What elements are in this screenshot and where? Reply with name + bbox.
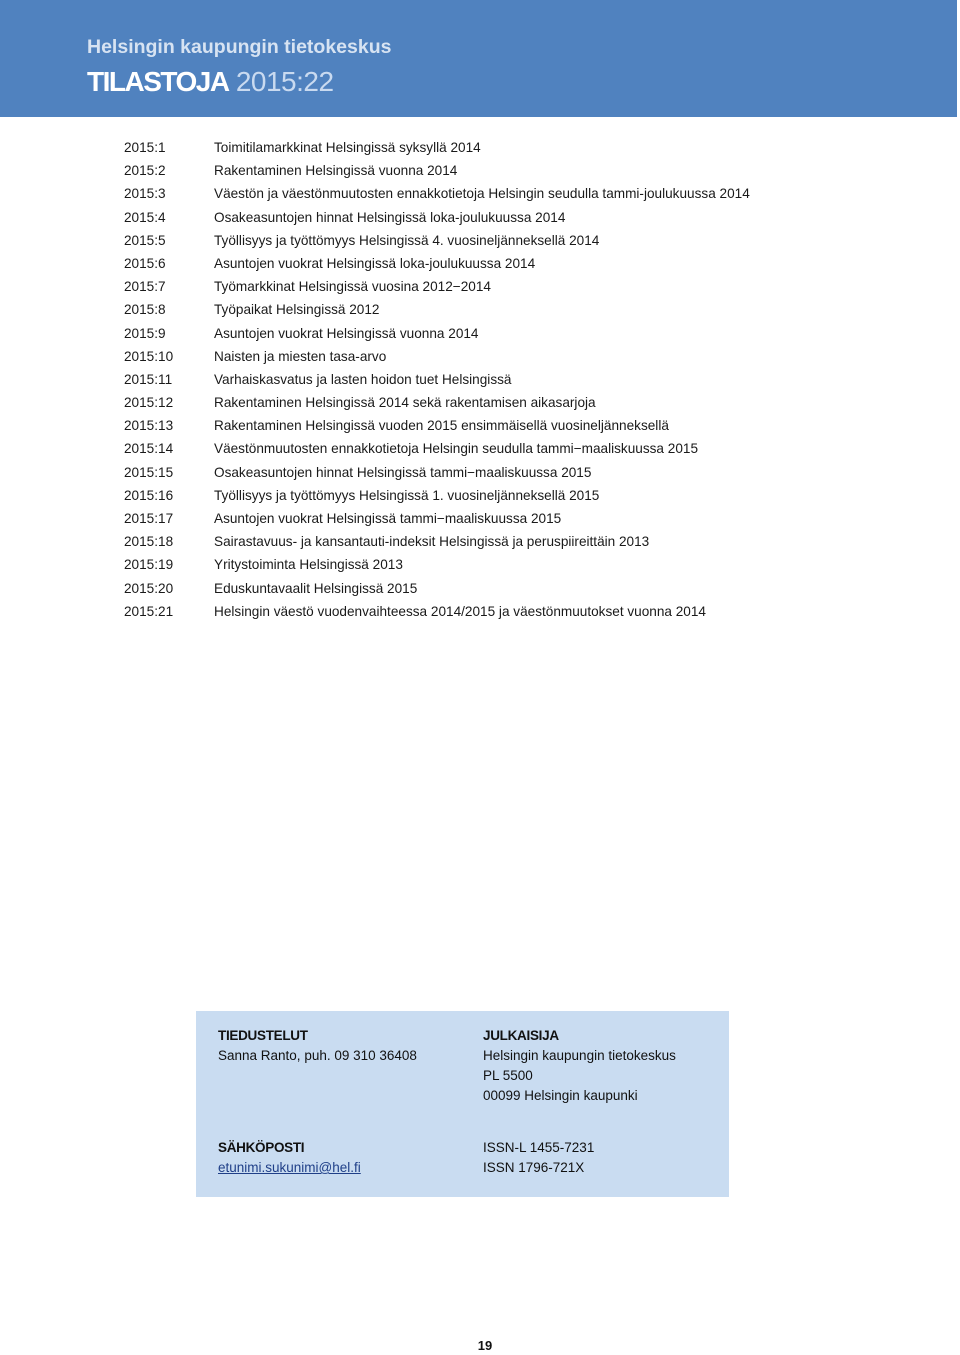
publisher-block <box>483 1026 676 1106</box>
publisher-city: 00099 Helsingin kaupunki <box>483 1088 638 1103</box>
publication-code: 2015:21 <box>124 603 174 619</box>
list-item <box>124 298 924 321</box>
publication-code: 2015:7 <box>124 279 166 295</box>
publication-code: 2015:8 <box>124 302 166 318</box>
publication-title: Osakeasuntojen hinnat Helsingissä tammi−maaliskuussa 2015 <box>214 464 592 480</box>
list-item <box>124 530 924 553</box>
series-label: TILASTOJA <box>87 66 229 97</box>
publication-title: Työllisyys ja työttömyys Helsingissä 1. vuosineljänneksellä 2015 <box>214 487 600 503</box>
publication-code: 2015:3 <box>124 186 166 202</box>
publication-code: 2015:14 <box>124 441 174 457</box>
list-item <box>124 136 924 159</box>
list-item <box>124 507 924 530</box>
publisher-name: Helsingin kaupungin tietokeskus <box>483 1048 676 1063</box>
publication-title: Varhaiskasvatus ja lasten hoidon tuet Helsingissä <box>214 371 512 387</box>
publication-title: Toimitilamarkkinat Helsingissä syksyllä 2014 <box>214 140 481 155</box>
email-block <box>218 1138 361 1178</box>
list-item <box>124 182 924 205</box>
publication-title: Väestönmuutosten ennakkotietoja Helsingin seudulla tammi−maaliskuussa 2015 <box>214 441 698 457</box>
publication-title: Osakeasuntojen hinnat Helsingissä loka-joulukuussa 2014 <box>214 209 566 225</box>
info-box <box>196 1011 729 1197</box>
inquiries-block <box>218 1026 417 1066</box>
series-number: 2015:22 <box>235 66 334 97</box>
publication-code: 2015:20 <box>124 580 174 596</box>
list-item <box>124 229 924 252</box>
page-header <box>0 0 957 117</box>
publication-code: 2015:6 <box>124 255 166 271</box>
publication-title: Rakentaminen Helsingissä vuoden 2015 ensimmäisellä vuosineljänneksellä <box>214 418 669 434</box>
publication-code: 2015:10 <box>124 348 174 364</box>
email-link[interactable]: etunimi.sukunimi@hel.fi <box>218 1160 361 1175</box>
publication-title: Sairastavuus- ja kansantauti-indeksit Helsingissä ja peruspiireittäin 2013 <box>214 534 650 550</box>
list-item <box>124 577 924 600</box>
publication-title: Työmarkkinat Helsingissä vuosina 2012−2014 <box>214 279 491 295</box>
publication-code: 2015:15 <box>124 464 174 480</box>
publication-code: 2015:1 <box>124 140 166 155</box>
publication-code: 2015:9 <box>124 325 166 341</box>
publication-title: Rakentaminen Helsingissä vuonna 2014 <box>214 163 458 179</box>
email-heading: SÄHKÖPOSTI <box>218 1140 305 1155</box>
publication-title: Asuntojen vuokrat Helsingissä tammi−maaliskuussa 2015 <box>214 511 562 526</box>
publication-code: 2015:13 <box>124 418 174 434</box>
list-item <box>124 461 924 484</box>
publication-title: Asuntojen vuokrat Helsingissä vuonna 2014 <box>214 325 479 341</box>
list-item <box>124 437 924 460</box>
publication-title: Helsingin väestö vuodenvaihteessa 2014/2015 ja väestönmuutokset vuonna 2014 <box>214 603 706 619</box>
publication-title: Yritystoiminta Helsingissä 2013 <box>214 557 403 573</box>
publication-code: 2015:2 <box>124 163 166 179</box>
list-item <box>124 322 924 345</box>
publication-title: Työllisyys ja työttömyys Helsingissä 4. vuosineljänneksellä 2014 <box>214 232 600 248</box>
publication-code: 2015:18 <box>124 534 174 550</box>
publication-code: 2015:4 <box>124 209 166 225</box>
list-item <box>124 600 924 623</box>
list-item <box>124 368 924 391</box>
publication-code: 2015:11 <box>124 371 173 387</box>
inquiries-heading: TIEDUSTELUT <box>218 1028 308 1043</box>
list-item <box>124 553 924 576</box>
series-title <box>87 66 334 98</box>
issn-block <box>483 1138 594 1178</box>
publication-code: 2015:12 <box>124 395 174 411</box>
organization-name: Helsingin kaupungin tietokeskus <box>87 36 392 58</box>
publication-code: 2015:5 <box>124 232 166 248</box>
list-item <box>124 414 924 437</box>
publisher-po-box: PL 5500 <box>483 1068 533 1083</box>
inquiries-contact: Sanna Ranto, puh. 09 310 36408 <box>218 1048 417 1063</box>
publication-title: Väestön ja väestönmuutosten ennakkotietoja Helsingin seudulla tammi-joulukuussa 2014 <box>214 186 750 202</box>
list-item <box>124 345 924 368</box>
list-item <box>124 159 924 182</box>
list-item <box>124 484 924 507</box>
list-item <box>124 275 924 298</box>
issn: ISSN 1796-721X <box>483 1160 585 1175</box>
list-item <box>124 391 924 414</box>
publication-list <box>124 136 924 623</box>
publication-title: Työpaikat Helsingissä 2012 <box>214 302 380 318</box>
publication-title: Eduskuntavaalit Helsingissä 2015 <box>214 580 418 596</box>
publisher-heading: JULKAISIJA <box>483 1028 559 1043</box>
publication-title: Rakentaminen Helsingissä 2014 sekä rakentamisen aikasarjoja <box>214 395 596 411</box>
publication-code: 2015:17 <box>124 511 174 526</box>
publication-code: 2015:16 <box>124 487 174 503</box>
list-item <box>124 252 924 275</box>
page-number: 19 <box>477 1338 493 1353</box>
issn-l: ISSN-L 1455-7231 <box>483 1140 595 1155</box>
list-item <box>124 206 924 229</box>
publication-code: 2015:19 <box>124 557 174 573</box>
publication-title: Naisten ja miesten tasa-arvo <box>214 348 387 364</box>
publication-title: Asuntojen vuokrat Helsingissä loka-joulukuussa 2014 <box>214 255 536 271</box>
